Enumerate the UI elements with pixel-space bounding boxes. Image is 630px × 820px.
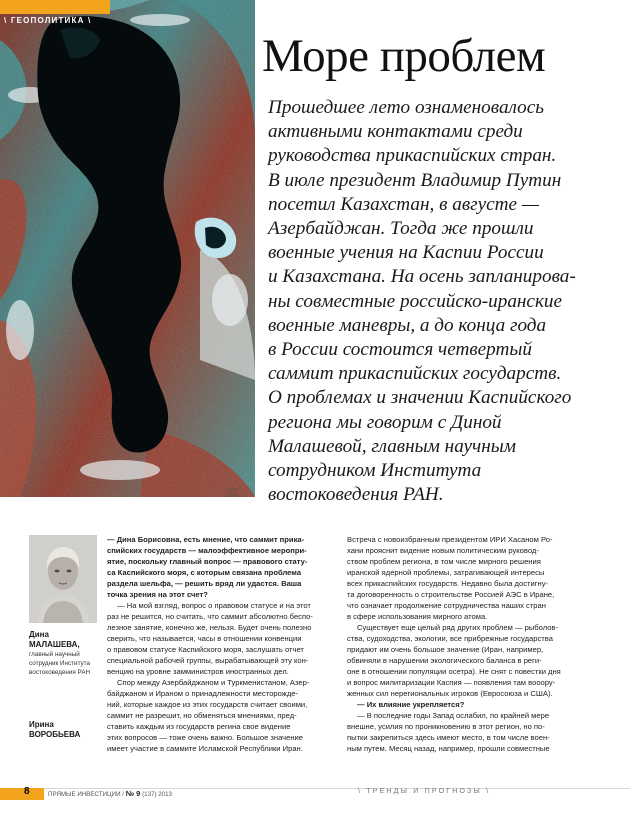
lead-line: активными контактами среди [268, 121, 523, 143]
body-line: имеет участие в саммите Исламской Республики Иран. [107, 744, 303, 753]
body-line: лезное занятие, конечно же, нельзя. Будет очень полезно [107, 623, 312, 632]
body-line: иранской ядерной проблемы, затрагивающей интересы [347, 568, 545, 577]
body-line: Существует еще целый ряд других проблем — рыболов- [357, 623, 558, 632]
issue-year: (137) 2013 [142, 791, 172, 798]
rubric-bar [0, 0, 110, 14]
photo-credit: EAST NEWS [226, 488, 241, 497]
lead-line: и Казахстана. На осень запланирова- [268, 266, 576, 288]
rubric-label: \ ГЕОПОЛИТИКА \ [4, 16, 92, 25]
lead-line: В июле президент Владимир Путин [268, 169, 562, 191]
body-line: внешне, усилия по проникновению в этот регион, но по- [347, 722, 545, 731]
article-lead [268, 96, 576, 507]
body-line: ным путем. Месяц назад, например, прошли совместные [347, 744, 550, 753]
body-line: и вопрос милитаризации Каспия — появления там вооору- [347, 678, 556, 687]
interviewee-caption [29, 630, 90, 677]
body-line: Спор между Азербайджаном и Туркменистаном, Азер- [117, 678, 310, 687]
question-line: спийских государств — малоэффективное меропри- [107, 546, 307, 555]
body-line: хани прояснит видение новым политическим руковод- [347, 546, 539, 555]
body-line: сверить, что называется, часы в отношении конвенции [107, 634, 302, 643]
lead-line: в России состоится четвертый [268, 339, 532, 361]
body-line: ставить каждым из государств регина свое видение [107, 722, 291, 731]
body-line: — В последние годы Запад ослабил, по крайней мере [357, 711, 550, 720]
lead-line: ны совместные российско-иранские [268, 290, 563, 312]
body-line: оне в отношении популяции осетра). Не снят с повестки дня [347, 667, 561, 676]
interviewee-last-name: МАЛАШЕВА, [29, 640, 80, 649]
body-line: Встреча с новоизбранным президентом ИРИ Хасаном Ро- [347, 535, 553, 544]
body-line: что означает продолжение сотрудничества наших стран [347, 601, 546, 610]
interviewee-role-line: главный научный [29, 651, 80, 658]
lead-line: сотрудником Института [268, 460, 482, 482]
question-line: — Дина Борисовна, есть мнение, что саммит прика- [107, 535, 305, 544]
lead-line: военные учения на Каспии России [268, 242, 544, 264]
lead-line: Малашевой, главным научным [268, 435, 516, 457]
lead-line: военные маневры, а до конца года [268, 314, 547, 336]
body-line: ством проблем региона, в том числе мирного решения [347, 557, 541, 566]
body-line: венцию на уровне замминистров иностранных дел. [107, 667, 289, 676]
body-line: раз не решится, но считать, что саммит абсолютно беспо- [107, 612, 313, 621]
interviewee-first-name: Дина [29, 630, 49, 639]
lead-line: востоковедения РАН. [268, 484, 444, 506]
author-first-name: Ирина [29, 720, 54, 729]
body-line: женных сил нерегиональных игроков (Евросоюза и США). [347, 689, 553, 698]
body-line: всех прикаспийских государств. Недавно была достигну- [347, 579, 549, 588]
page-number: 8 [24, 786, 30, 797]
lead-line: саммит прикаспийских государств. [268, 363, 562, 385]
question-line: ятие, поскольку главный вопрос — правового стату- [107, 557, 308, 566]
article-headline: Море проблем [262, 30, 546, 82]
body-line: саммит не разрешит, но обменяться мнениями, пред- [107, 711, 297, 720]
lead-line: руководства прикаспийских стран. [268, 145, 557, 167]
lead-line: Азербайджан. Тогда же прошли [268, 218, 534, 240]
body-line: в сфере использования мирного атома. [347, 612, 488, 621]
text-column-1 [107, 534, 337, 754]
lead-line: посетил Казахстан, в августе — [268, 193, 539, 215]
interviewee-role-line: востоковедения РАН [29, 669, 91, 676]
question-line: — Их влияние укрепляется? [357, 700, 465, 709]
body-line: ства, судоходства, экологии, все прибрежные государства [347, 634, 553, 643]
interviewee-role-line: сотрудник Института [29, 660, 90, 667]
body-line: этих вопросов — тоже очень важно. Большое значение [107, 733, 303, 742]
page-number-box [0, 788, 44, 800]
text-column-2 [347, 534, 597, 754]
lead-line: региона мы говорим с Диной [268, 411, 502, 433]
body-line: обвиняли в нарушении экологического баланса в реги- [347, 656, 542, 665]
lead-line: О проблемах и значении Каспийского [268, 387, 572, 409]
body-line: — На мой взгляд, вопрос о правовом статусе и на этот [117, 601, 311, 610]
caspian-satellite-image [0, 0, 255, 497]
interviewee-portrait [29, 535, 97, 623]
author-last-name: ВОРОБЬЕВА [29, 730, 81, 739]
question-line: точка зрения на этот счет? [107, 590, 208, 599]
magazine-name: ПРЯМЫЕ ИНВЕСТИЦИИ / [48, 791, 124, 798]
body-line: ний, которые каждое из этих государств считает своими, [107, 700, 308, 709]
body-line: придают им очень большое значение (Иран, например, [347, 645, 544, 654]
question-line: са Каспийского моря, с которым связана проблема [107, 568, 302, 577]
author-caption [29, 720, 80, 740]
body-line: о правовом статусе Каспийского моря, заслушать отчет [107, 645, 304, 654]
question-line: раздела шельфа, — решить вряд ли удастся. Ваша [107, 579, 302, 588]
body-line: специальной рабочей группы, вырабатывающей эту кон- [107, 656, 309, 665]
issue-number: № 9 [125, 789, 141, 798]
lead-line: Прошедшее лето ознаменовалось [268, 97, 544, 118]
footer-section: \ ТРЕНДЫ И ПРОГНОЗЫ \ [358, 788, 491, 795]
body-line: та договоренность о строительстве Россией АЭС в Иране, [347, 590, 555, 599]
body-line: байджаном и Ираном о принадлежности месторожде- [107, 689, 299, 698]
footer-magazine [48, 789, 172, 798]
body-line: пытки закрепиться здесь имеют место, в том числе воен- [347, 733, 550, 742]
